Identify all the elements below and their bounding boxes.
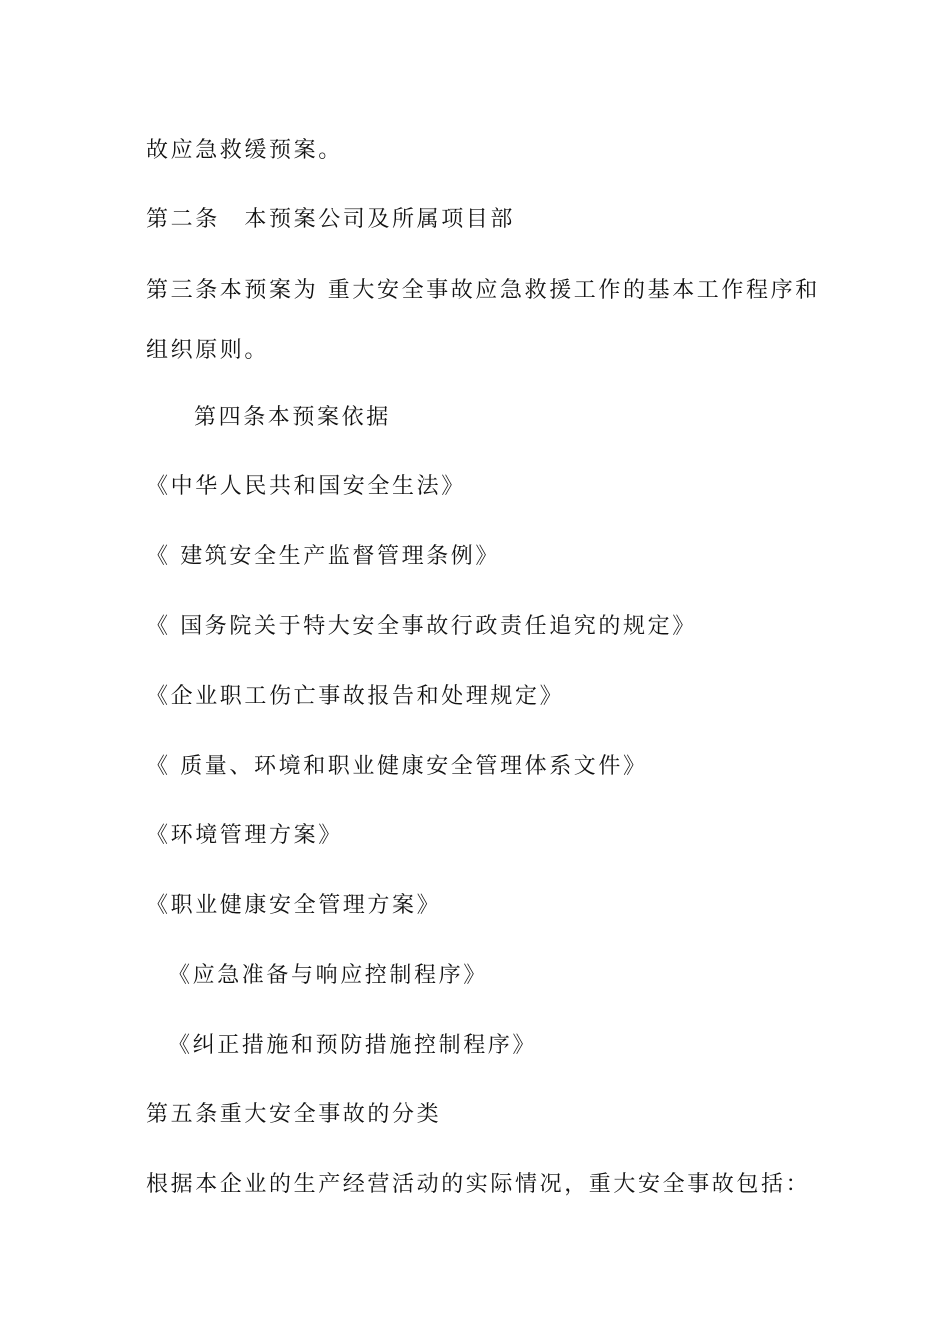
basis-item-9: 《纠正措施和预防措施控制程序》 (168, 1033, 538, 1058)
article-3-line: 第三条本预案为 重大安全事故应急救援工作的基本工作程序和 (146, 278, 820, 303)
article-4-line: 第四条本预案依据 (194, 405, 391, 430)
basis-item-8: 《应急准备与响应控制程序》 (168, 963, 488, 988)
basis-item-4: 《企业职工伤亡事故报告和处理规定》 (146, 684, 565, 709)
basis-item-7: 《职业健康安全管理方案》 (146, 893, 442, 918)
basis-item-5: 《 质量、环境和职业健康安全管理体系文件》 (146, 754, 648, 779)
basis-item-6: 《环境管理方案》 (146, 823, 343, 848)
basis-item-2: 《 建筑安全生产监督管理条例》 (146, 544, 500, 569)
article-5-body: 根据本企业的生产经营活动的实际情况，重大安全事故包括： (146, 1172, 811, 1197)
article-5-line: 第五条重大安全事故的分类 (146, 1102, 442, 1127)
basis-item-1: 《中华人民共和国安全生法》 (146, 474, 466, 499)
article-3-continuation: 组织原则。 (146, 338, 270, 363)
article-2-line: 第二条 本预案公司及所属项目部 (146, 207, 516, 232)
basis-item-3: 《 国务院关于特大安全事故行政责任追究的规定》 (146, 614, 697, 639)
text-line-1: 故应急救缓预案。 (146, 138, 343, 163)
